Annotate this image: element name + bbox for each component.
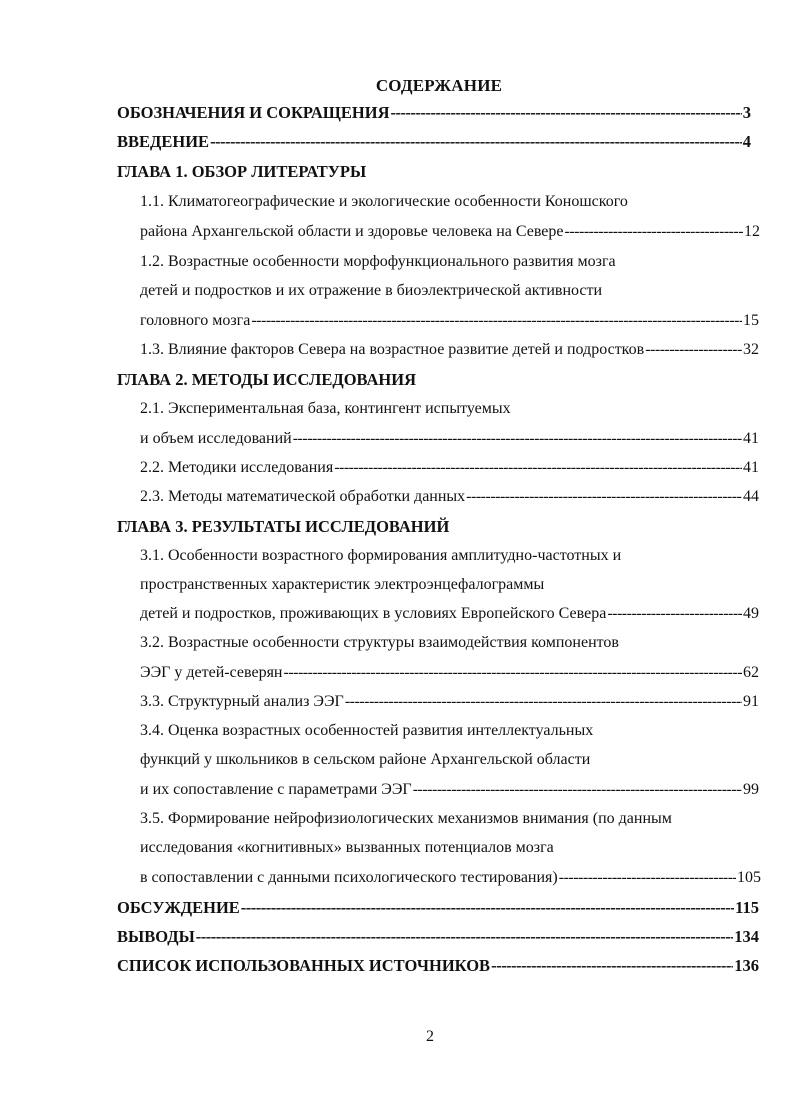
page-number: 2: [426, 1028, 434, 1045]
toc-entry: и их сопоставление с параметрами ЭЭГ ----- 99: [140, 781, 759, 807]
toc-entry: ВЫВОДЫ ----- 134: [117, 927, 759, 953]
toc-chapter-heading: ГЛАВА 2. МЕТОДЫ ИССЛЕДОВАНИЯ: [117, 370, 416, 389]
toc-chapter-heading: ГЛАВА 3. РЕЗУЛЬТАТЫ ИССЛЕДОВАНИЙ: [117, 517, 450, 536]
toc-entry-line: 1.2. Возрастные особенности морфофункционального развития мозга: [140, 253, 616, 270]
toc-entry: района Архангельской области и здоровье человека на Севере ----- 12: [140, 223, 760, 249]
toc-entry: 3.3. Структурный анализ ЭЭГ ----- 91: [140, 693, 759, 719]
toc-entry: детей и подростков, проживающих в условиях Европейского Севера ----- 49: [140, 605, 759, 631]
toc-entry-line: 2.1. Экспериментальная база, контингент испытуемых: [140, 400, 511, 417]
toc-entry-line: детей и подростков и их отражение в биоэлектрической активности: [140, 282, 603, 299]
toc-title: СОДЕРЖАНИЕ: [375, 76, 503, 95]
toc-entry: в сопоставлении с данными психологического тестирования) ----- 105: [140, 869, 761, 895]
toc-entry-line: пространственных характеристик электроэнцефалограммы: [140, 576, 545, 593]
toc-entry-line: 1.1. Климатогеографические и экологические особенности Коношского: [140, 193, 628, 210]
toc-entry: ВВЕДЕНИЕ ----- 4: [117, 132, 751, 158]
toc-entry: головного мозга ----- 15: [140, 312, 759, 338]
toc-entry: и объем исследований ----- 41: [140, 430, 759, 456]
toc-entry-line: 3.5. Формирование нейрофизиологических механизмов внимания (по данным: [140, 810, 672, 827]
toc-entry: ОБОЗНАЧЕНИЯ И СОКРАЩЕНИЯ ----- 3: [117, 103, 751, 129]
toc-chapter-heading: ГЛАВА 1. ОБЗОР ЛИТЕРАТУРЫ: [117, 162, 367, 181]
toc-entry: ОБСУЖДЕНИЕ ----- 115: [117, 898, 759, 924]
toc-entry-line: функций у школьников в сельском районе Архангельской области: [140, 751, 591, 768]
toc-entry-line: 3.4. Оценка возрастных особенностей развития интеллектуальных: [140, 722, 594, 739]
toc-entry-line: исследования «когнитивных» вызванных потенциалов мозга: [140, 839, 554, 856]
toc-entry: 2.3. Методы математической обработки данных ----- 44: [140, 488, 759, 514]
toc-entry: 2.2. Методики исследования ----- 41: [140, 459, 759, 485]
toc-entry-line: 3.1. Особенности возрастного формирования амплитудно-частотных и: [140, 547, 622, 564]
toc-entry-line: 3.2. Возрастные особенности структуры взаимодействия компонентов: [140, 634, 619, 651]
toc-entry: ЭЭГ у детей-северян ----- 62: [140, 664, 759, 690]
toc-entry: СПИСОК ИСПОЛЬЗОВАННЫХ ИСТОЧНИКОВ ----- 136: [117, 956, 759, 982]
toc-entry: 1.3. Влияние факторов Севера на возрастное развитие детей и подростков ----- 32: [140, 341, 759, 367]
